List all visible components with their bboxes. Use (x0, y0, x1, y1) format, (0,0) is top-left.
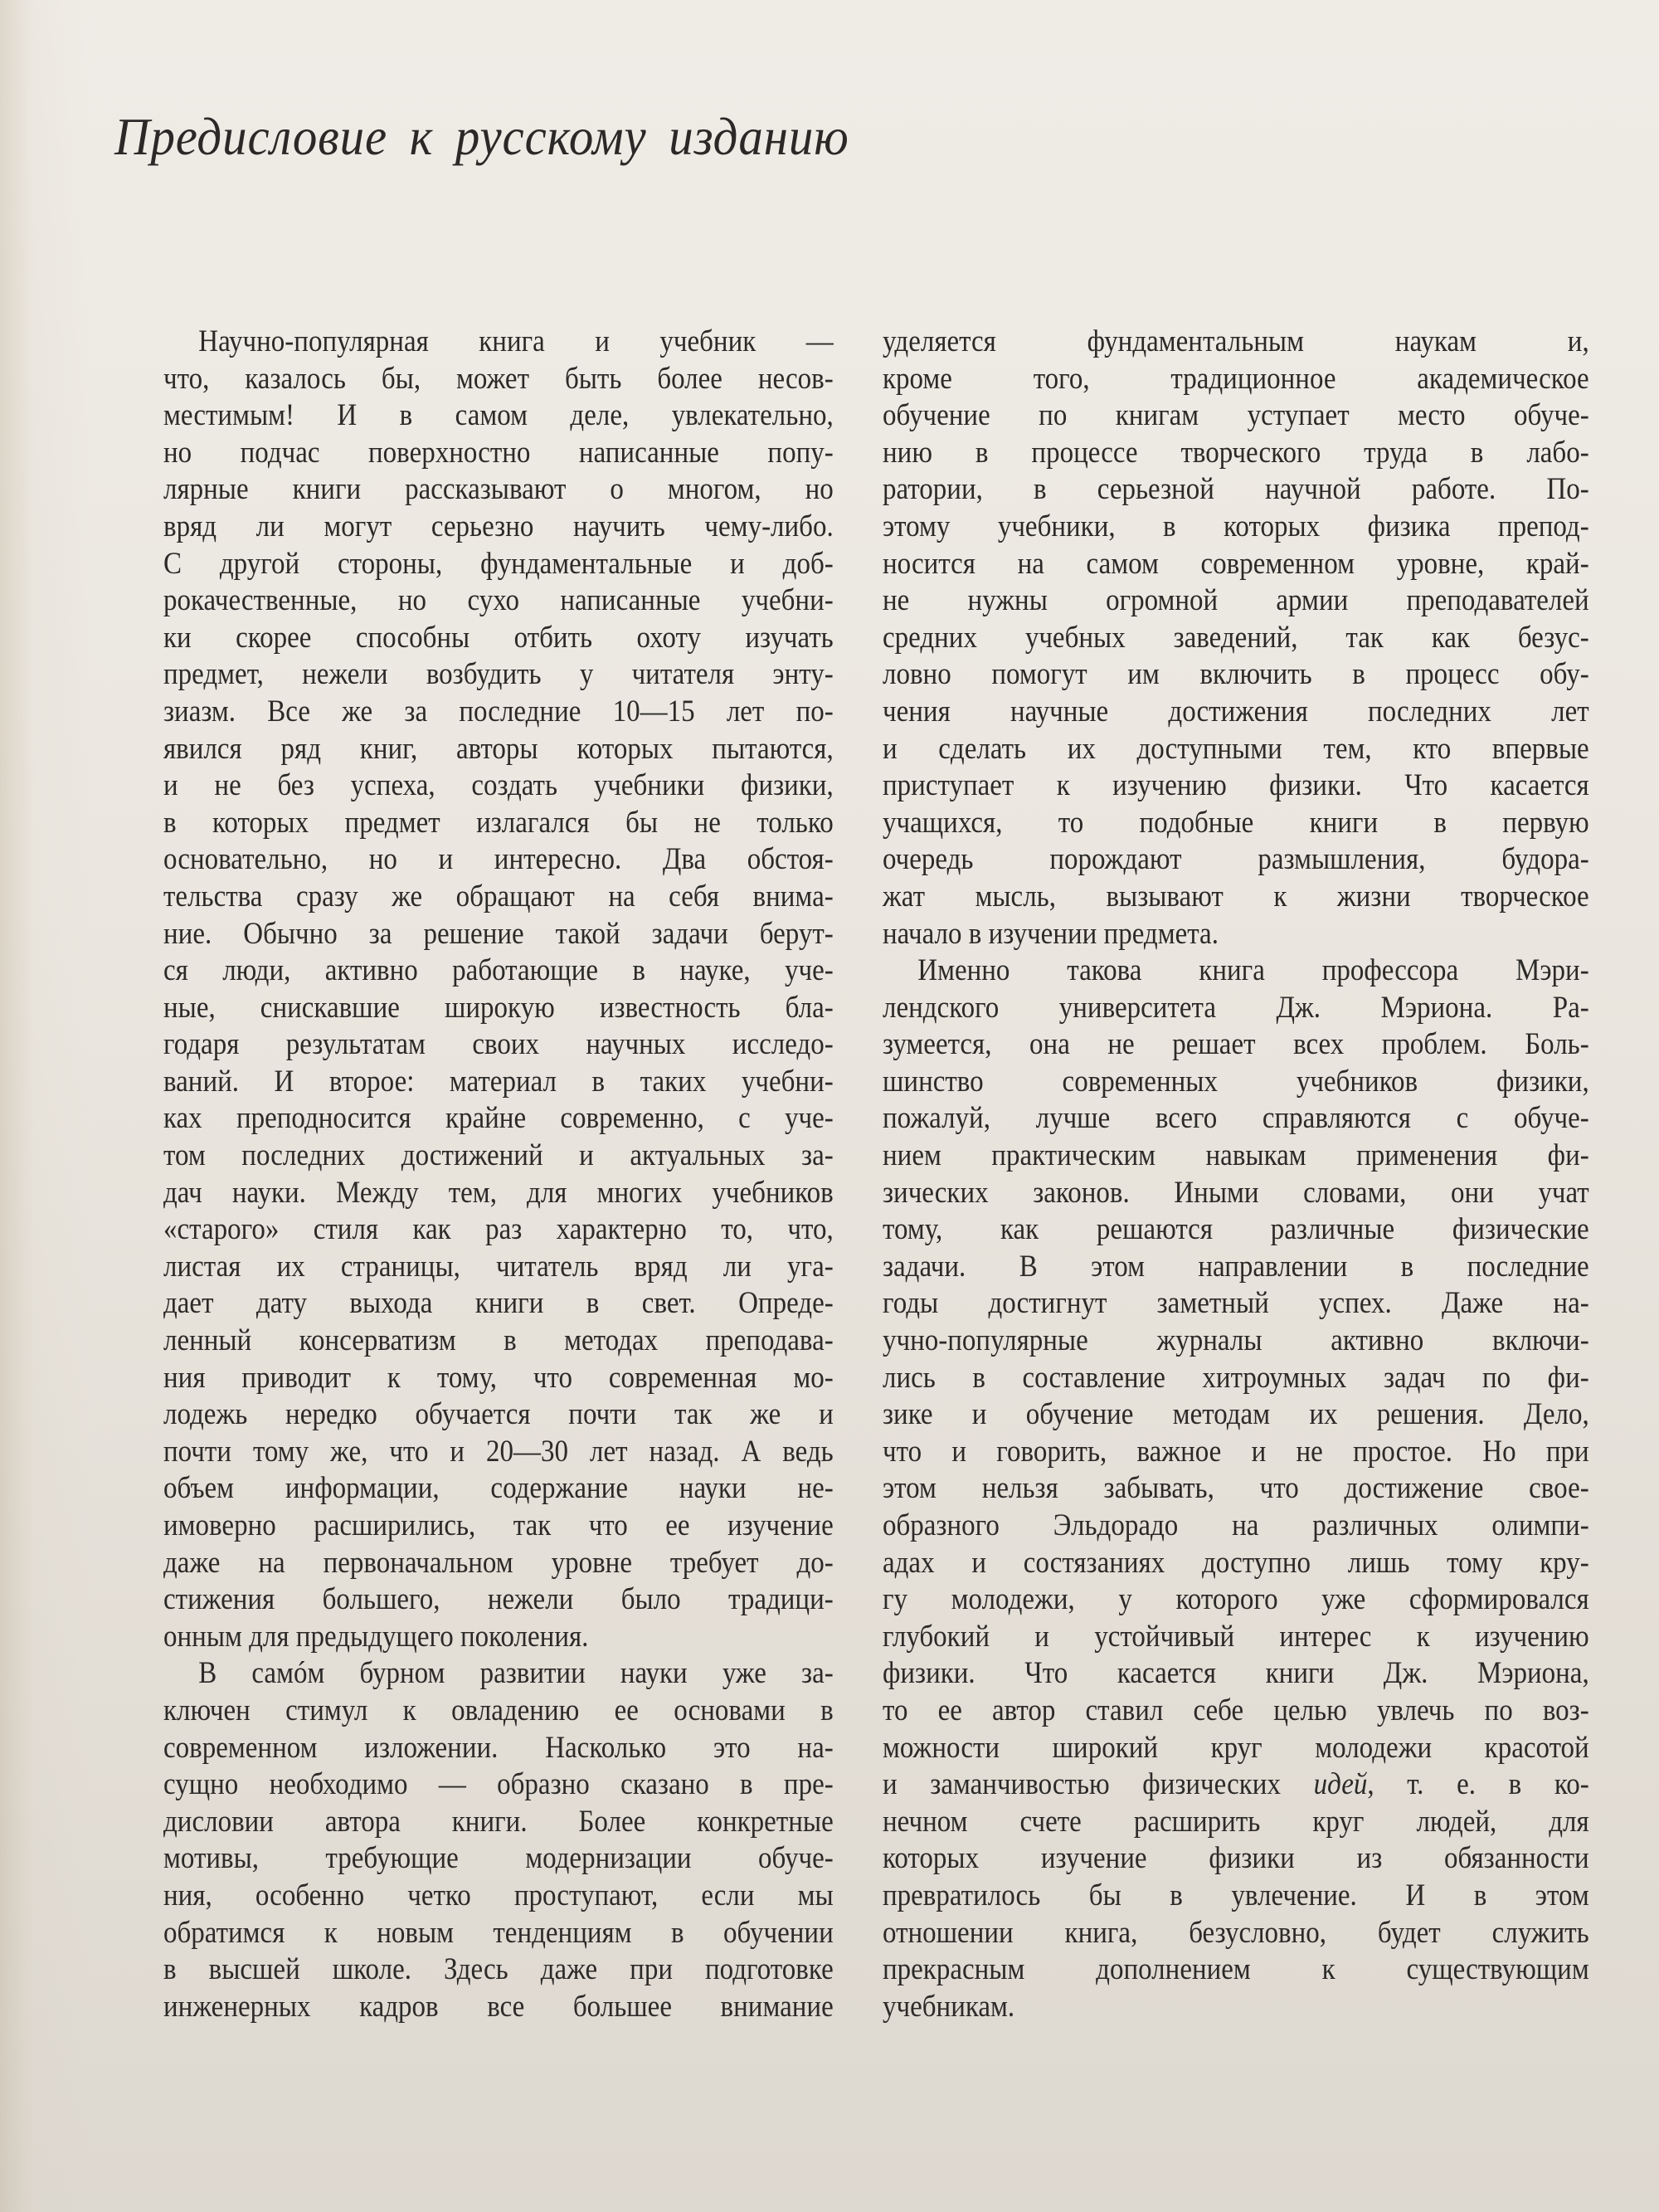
text-line: стижения большего, нежели было традици- (163, 1582, 834, 1617)
text-line: глубокий и устойчивый интерес к изучению (883, 1619, 1589, 1654)
text-line: ратории, в серьезной научной работе. По- (883, 472, 1589, 507)
text-line: вряд ли могут серьезно научить чему-либо. (163, 509, 834, 543)
text-line: дисловии автора книги. Более конкретные (163, 1804, 834, 1839)
text-line: не нужны огромной армии преподавателей (883, 583, 1589, 618)
text-line: объем информации, содержание науки не- (163, 1471, 834, 1506)
text-line: ках преподносится крайне современно, с уче- (163, 1101, 834, 1136)
text-line: Научно-популярная книга и учебник — (198, 324, 834, 358)
text-line: листая их страницы, читатель вряд ли уга- (163, 1249, 834, 1284)
text-line: носится на самом современном уровне, край- (883, 546, 1589, 581)
text-line: можности широкий круг молодежи красотой (883, 1730, 1589, 1765)
text-line: даже на первоначальном уровне требует до- (163, 1545, 834, 1580)
text-line: задачи. В этом направлении в последние (883, 1249, 1589, 1284)
text-line: жат мысль, вызывают к жизни творческое (883, 879, 1589, 914)
text-line: зических законов. Иными словами, они учат (883, 1175, 1589, 1210)
text-line: то ее автор ставил себе целью увлечь по воз- (883, 1693, 1589, 1727)
text-line: и не без успеха, создать учебники физики, (163, 768, 834, 803)
text-line: В самóм бурном развитии науки уже за- (198, 1656, 834, 1691)
text-line: тельства сразу же обращают на себя внима- (163, 879, 834, 914)
text-line: «старого» стиля как раз характерно то, что, (163, 1212, 834, 1247)
text-line: чения научные достижения последних лет (883, 694, 1589, 728)
text-line: пожалуй, лучше всего справляются с обуче- (883, 1101, 1589, 1136)
text-line: физики. Что касается книги Дж. Мэриона, (883, 1656, 1589, 1691)
text-line: кроме того, традиционное академическое (883, 361, 1589, 396)
text-line: рокачественные, но сухо написанные учебни- (163, 583, 834, 618)
text-line: образного Эльдорадо на различных олимпи- (883, 1508, 1589, 1542)
text-line: ные, снискавшие широкую известность бла- (163, 990, 834, 1025)
text-line: том последних достижений и актуальных за- (163, 1138, 834, 1173)
text-line: отношении книга, безусловно, будет служить (883, 1915, 1589, 1950)
text-line: приступает к изучению физики. Что касается (883, 768, 1589, 803)
page-title: Предисловие к русскому изданию (114, 107, 849, 166)
text-line: учебникам. (883, 1989, 1015, 2024)
text-line: основательно, но и интересно. Два обстоя- (163, 842, 834, 877)
text-line: ние. Обычно за решение такой задачи берут- (163, 916, 834, 951)
text-line: в высшей школе. Здесь даже при подготовке (163, 1952, 834, 1987)
text-line: уделяется фундаментальным наукам и, (883, 324, 1589, 358)
text-line: ся люди, активно работающие в науке, уче- (163, 953, 834, 988)
text-line: современном изложении. Насколько это на- (163, 1730, 834, 1765)
text-line: нечном счете расширить круг людей, для (883, 1804, 1589, 1839)
text-line: местимым! И в самом деле, увлекательно, (163, 398, 834, 433)
text-segment: , т. е. в ко- (1367, 1767, 1589, 1802)
text-line: зиазм. Все же за последние 10—15 лет по- (163, 694, 834, 728)
text-line: ключен стимул к овладению ее основами в (163, 1693, 834, 1727)
text-line: адах и состязаниях доступно лишь тому кру- (883, 1545, 1589, 1580)
text-line: сущно необходимо — образно сказано в пре- (163, 1767, 834, 1802)
text-line (883, 1766, 1589, 1804)
text-line: гу молодежи, у которого уже сформировался (883, 1582, 1589, 1617)
text-line: очередь порождают размышления, будора- (883, 842, 1589, 877)
text-line: лодежь нередко обучается почти так же и (163, 1397, 834, 1432)
text-line: лендского университета Дж. Мэриона. Ра- (883, 990, 1589, 1025)
text-line: в которых предмет излагался бы не только (163, 805, 834, 840)
text-line: учно-популярные журналы активно включи- (883, 1323, 1589, 1358)
text-line: ки скорее способны отбить охоту изучать (163, 620, 834, 655)
text-segment: и заманчивостью физических (883, 1767, 1314, 1802)
text-line: имоверно расширились, так что ее изучение (163, 1508, 834, 1542)
text-line: Именно такова книга профессора Мэри- (917, 953, 1589, 988)
text-line: но подчас поверхностно написанные попу- (163, 435, 834, 470)
text-line: этом нельзя забывать, что достижение свое- (883, 1471, 1589, 1506)
text-line: дает дату выхода книги в свет. Опреде- (163, 1286, 834, 1321)
text-line: превратилось бы в увлечение. И в этом (883, 1878, 1589, 1912)
text-line: предмет, нежели возбудить у читателя энту- (163, 657, 834, 692)
text-line: этому учебники, в которых физика препод- (883, 509, 1589, 543)
text-line: обучение по книгам уступает место обуче- (883, 398, 1589, 433)
left-text-column (163, 324, 834, 2025)
text-line: дач науки. Между тем, для многих учебников (163, 1175, 834, 1210)
text-line: прекрасным дополнением к существующим (883, 1952, 1589, 1987)
text-line: ния приводит к тому, что современная мо- (163, 1360, 834, 1395)
text-line: инженерных кадров все большее внимание (163, 1989, 834, 2024)
text-line: зумеется, она не решает всех проблем. Боль- (883, 1027, 1589, 1062)
text-line: нием практическим навыкам применения фи- (883, 1138, 1589, 1173)
text-line: явился ряд книг, авторы которых пытаются, (163, 731, 834, 766)
text-line: ловно помогут им включить в процесс обу- (883, 657, 1589, 692)
text-line: С другой стороны, фундаментальные и доб- (163, 546, 834, 581)
text-line: шинство современных учебников физики, (883, 1064, 1589, 1099)
text-line: зике и обучение методам их решения. Дело, (883, 1397, 1589, 1432)
text-line: и сделать их доступными тем, кто впервые (883, 731, 1589, 766)
text-line: что и говорить, важное и не простое. Но при (883, 1434, 1589, 1469)
text-line: средних учебных заведений, так как безус- (883, 620, 1589, 655)
text-line: лись в составление хитроумных задач по фи- (883, 1360, 1589, 1395)
text-line: мотивы, требующие модернизации обуче- (163, 1841, 834, 1876)
text-line: учащихся, то подобные книги в первую (883, 805, 1589, 840)
text-line: годы достигнут заметный успех. Даже на- (883, 1286, 1589, 1321)
emphasized-word: идей (1313, 1767, 1368, 1802)
text-line: ваний. И второе: материал в таких учебни- (163, 1064, 834, 1099)
text-line: тому, как решаются различные физические (883, 1212, 1589, 1247)
text-line: ния, особенно четко проступают, если мы (163, 1878, 834, 1912)
text-line: ленный консерватизм в методах преподава- (163, 1323, 834, 1358)
text-line: почти тому же, что и 20—30 лет назад. А ведь (163, 1434, 834, 1469)
right-text-column (883, 324, 1589, 2025)
text-line: что, казалось бы, может быть более несов- (163, 361, 834, 396)
text-line: лярные книги рассказывают о многом, но (163, 472, 834, 507)
text-line: начало в изучении предмета. (883, 916, 1219, 951)
text-line: онным для предыдущего поколения. (163, 1619, 589, 1654)
text-line: годаря результатам своих научных исследо- (163, 1027, 834, 1062)
text-line: которых изучение физики из обязанности (883, 1841, 1589, 1876)
text-line: нию в процессе творческого труда в лабо- (883, 435, 1589, 470)
text-line: обратимся к новым тенденциям в обучении (163, 1915, 834, 1950)
